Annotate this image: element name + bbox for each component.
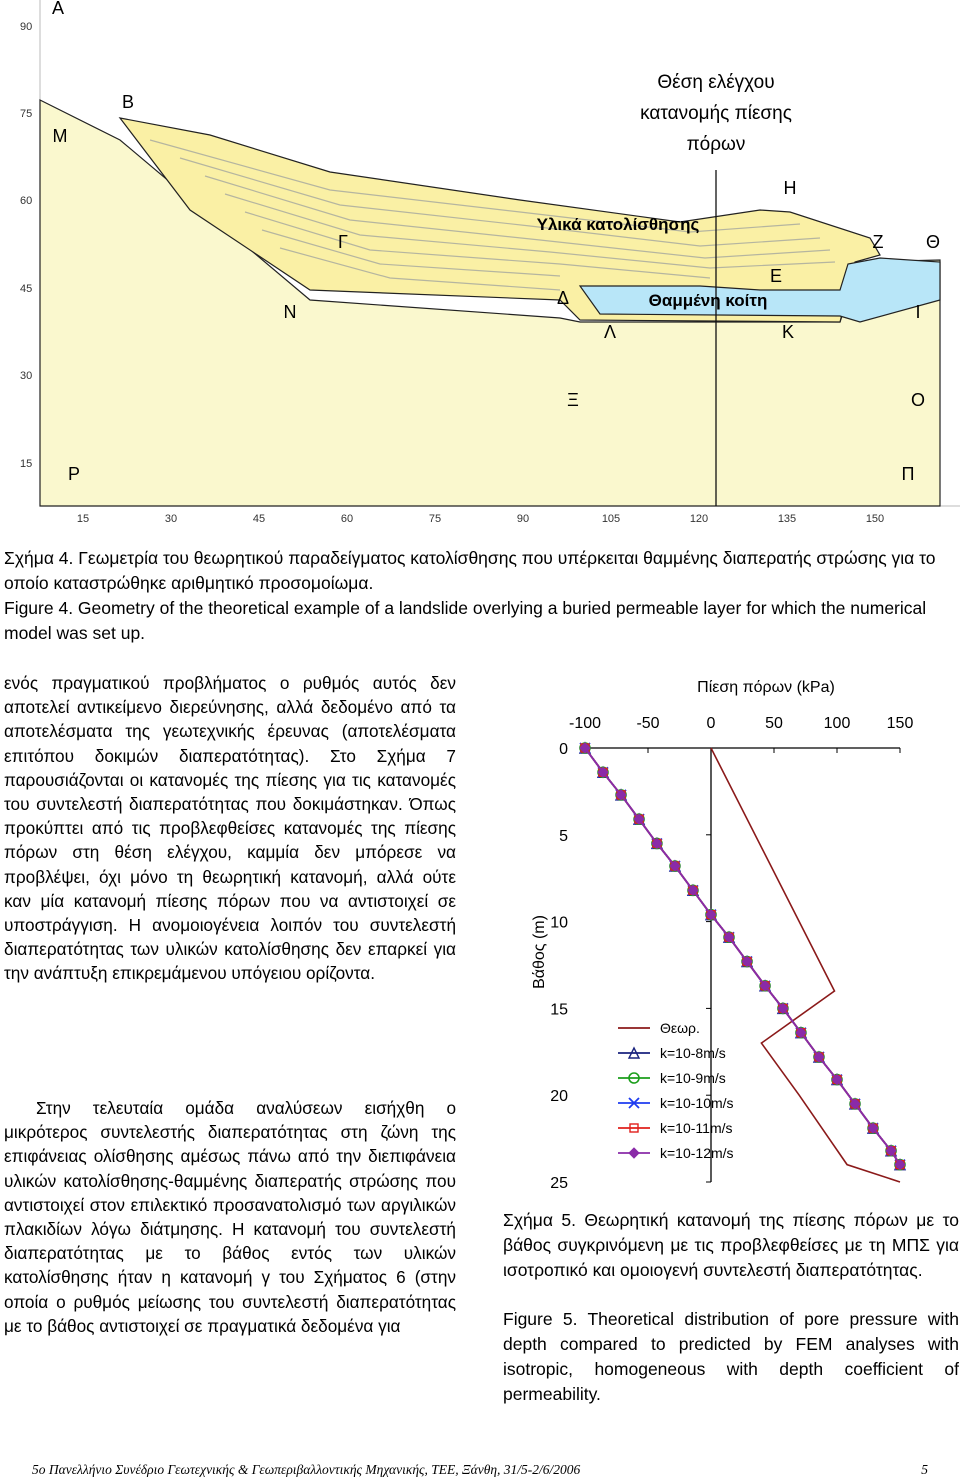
legend-label: k=10-11m/s: [660, 1120, 733, 1136]
x-tick-45: 45: [252, 513, 266, 525]
label-D: Δ: [556, 288, 570, 308]
x-tick-15: 15: [76, 513, 90, 525]
x-tick-105: 105: [601, 513, 621, 525]
y-tick-label: 15: [550, 1001, 568, 1019]
x-tick-60: 60: [340, 513, 354, 525]
x-tick-135: 135: [777, 513, 797, 525]
x-tick-90: 90: [516, 513, 530, 525]
label-O: O: [910, 390, 926, 410]
label-N: N: [283, 302, 297, 322]
control-label-line-3: πόρων: [686, 134, 746, 155]
legend-label: k=10-12m/s: [660, 1145, 734, 1161]
x-tick-label: 100: [823, 715, 851, 732]
series-0: [711, 748, 900, 1182]
label-TH: Θ: [925, 232, 941, 252]
page-number: 5: [921, 1462, 928, 1477]
y-tick-label: 20: [550, 1088, 568, 1106]
y-tick-label: 25: [550, 1175, 568, 1192]
figure-4-geometry: [0, 0, 960, 530]
x-tick-label: -100: [568, 715, 602, 732]
control-label-line-1: Θέση ελέγχου: [657, 72, 775, 93]
legend-label: k=10-10m/s: [660, 1095, 734, 1111]
label-P: P: [67, 464, 81, 484]
x-tick-label: -50: [636, 715, 660, 732]
label-B: B: [121, 92, 135, 112]
label-E: E: [769, 266, 783, 286]
y-tick-label: 5: [559, 827, 568, 845]
label-G: Γ: [338, 232, 348, 252]
label-PI: Π: [901, 464, 915, 484]
x-tick-75: 75: [428, 513, 442, 525]
figure-5-caption-greek: Σχήμα 5. Θεωρητική κατανομή της πίεσης πόρων με το βάθος συγκρινόμενη με τις προβλεφθείσες με τη ΜΠΣ για ισοτροπικό και ομοιογενή συντελεστή διαπερατότητας.: [503, 1210, 959, 1280]
control-label-line-2: κατανομής πίεσης: [640, 103, 792, 124]
label-Z: Z: [872, 232, 884, 252]
sand-channel-label: Θαμμένη κοίτη: [648, 291, 768, 310]
y-tick-30: 30: [20, 370, 33, 382]
label-H: H: [783, 178, 797, 198]
body-paragraph-1: ενός πραγματικού προβλήματος ο ρυθμός αυτός δεν αποτελεί αντικείμενο διερεύνησης, αλλά δεδομένο από τα αποτελέσματα της γεωτεχνικής έρευνας (αποτελέσματα επιτόπου δοκιμών διαπερατότητας). Στο Σχήμα 7 παρουσιάζονται οι κατανομές της πίεσης για τις κατανομές του συντελεστή διαπερατότητας που δοκιμάστηκαν. Όπως προκύπτει από τις προβλεφθείσες κατανομές της πίεσης πόρων στη θέση ελέγχου, καμμία δεν μπόρεσε να προβλέψει, όχι μόνο τη θεωρητική κατανομή, αλλά ούτε καν μία κατανομή πίεσης πόρων που να αντιστοιχεί σε υποστράγγιση. Η ανομοιογένεια λοιπόν του συντελεστή διαπερατότητας των υλικών κατολίσθησης δεν επαρκεί για την ανάπτυξη επικρεμάμενου υπόγειου ορίζοντα.: [4, 673, 456, 984]
chart-y-axis-label: Βάθος (m): [531, 915, 548, 989]
x-tick-120: 120: [689, 513, 709, 525]
figure-5-caption-english: Figure 5. Theoretical distribution of pore pressure with depth compared to predicted by FEM analyses with isotropic, homogeneous with depth coefficient of permeability.: [503, 1309, 959, 1404]
body-paragraph-2: Στην τελευταία ομάδα αναλύσεων εισήχθη ο μικρότερος συντελεστής διαπερατότητας στη ζώνη της επιφάνειας ολίσθησης αμέσως πάνω από την διεπιφάνεια υλικών κατολίσθησης-θαμμένης διαπερατής στρώσης που αντιστοιχεί στον επιλεκτικό προσανατολισμό των αργιλικών πλακιδίων λόγω διάτμησης. Η κατανομή του συντελεστή διαπερατότητας με το βάθος εντός των υλικών κατολίσθησης ήταν η κατανομή γ του Σχήματος 6 (στην οποία ο ρυθμός μείωσης του συντελεστή διαπερατότητας με το βάθος αντιστοιχεί σε πραγματικά δεδομένα για: [4, 1098, 456, 1336]
y-tick-label: 0: [559, 741, 568, 758]
y-tick-90: 90: [20, 21, 33, 33]
legend-label: Θεωρ.: [660, 1020, 700, 1036]
x-tick-label: 50: [765, 715, 783, 732]
legend-marker: [629, 1148, 639, 1158]
chart-legend: [618, 1020, 734, 1161]
footer-conference-text: 5ο Πανελλήνιο Συνέδριο Γεωτεχνικής & Γεωπεριβαλλοντικής Μηχανικής, ΤΕΕ, Ξάνθη, 31/5-2/6/2006: [32, 1462, 581, 1477]
label-I: I: [915, 302, 921, 322]
figure-4-caption-greek: Σχήμα 4. Γεωμετρία του θεωρητικού παραδείγματος κατολίσθησης που υπέρκειται θαμμένης διαπερατής στρώσης για το οποίο καταστρώθηκε αριθμητικό προσομοίωμα.: [4, 548, 936, 593]
figure-4-caption-english: Figure 4. Geometry of the theoretical example of a landslide overlying a buried permeable layer for which the numerical model was set up.: [4, 598, 927, 643]
y-tick-15: 15: [20, 458, 33, 470]
y-tick-75: 75: [20, 108, 33, 120]
x-tick-150: 150: [865, 513, 885, 525]
label-XI: Ξ: [567, 390, 579, 410]
legend-label: k=10-8m/s: [660, 1045, 726, 1061]
x-tick-30: 30: [164, 513, 178, 525]
label-A: A: [51, 0, 65, 18]
figure-5-pore-pressure-chart: [520, 676, 960, 1200]
chart-series: [580, 743, 905, 1182]
series-5: [580, 743, 905, 1170]
page-footer: [32, 1462, 928, 1478]
x-tick-label: 0: [706, 715, 716, 732]
series-line: [711, 748, 900, 1182]
label-L: Λ: [603, 322, 617, 342]
slide-material-label: Υλικά κατολίσθησης: [536, 215, 700, 234]
y-tick-60: 60: [20, 195, 33, 207]
y-tick-label: 10: [550, 914, 568, 932]
label-M: M: [52, 126, 68, 146]
label-K: K: [781, 322, 795, 342]
chart-title: Πίεση πόρων (kPa): [697, 679, 835, 696]
legend-label: k=10-9m/s: [660, 1070, 726, 1086]
y-tick-45: 45: [20, 283, 33, 295]
x-tick-label: 150: [886, 715, 914, 732]
